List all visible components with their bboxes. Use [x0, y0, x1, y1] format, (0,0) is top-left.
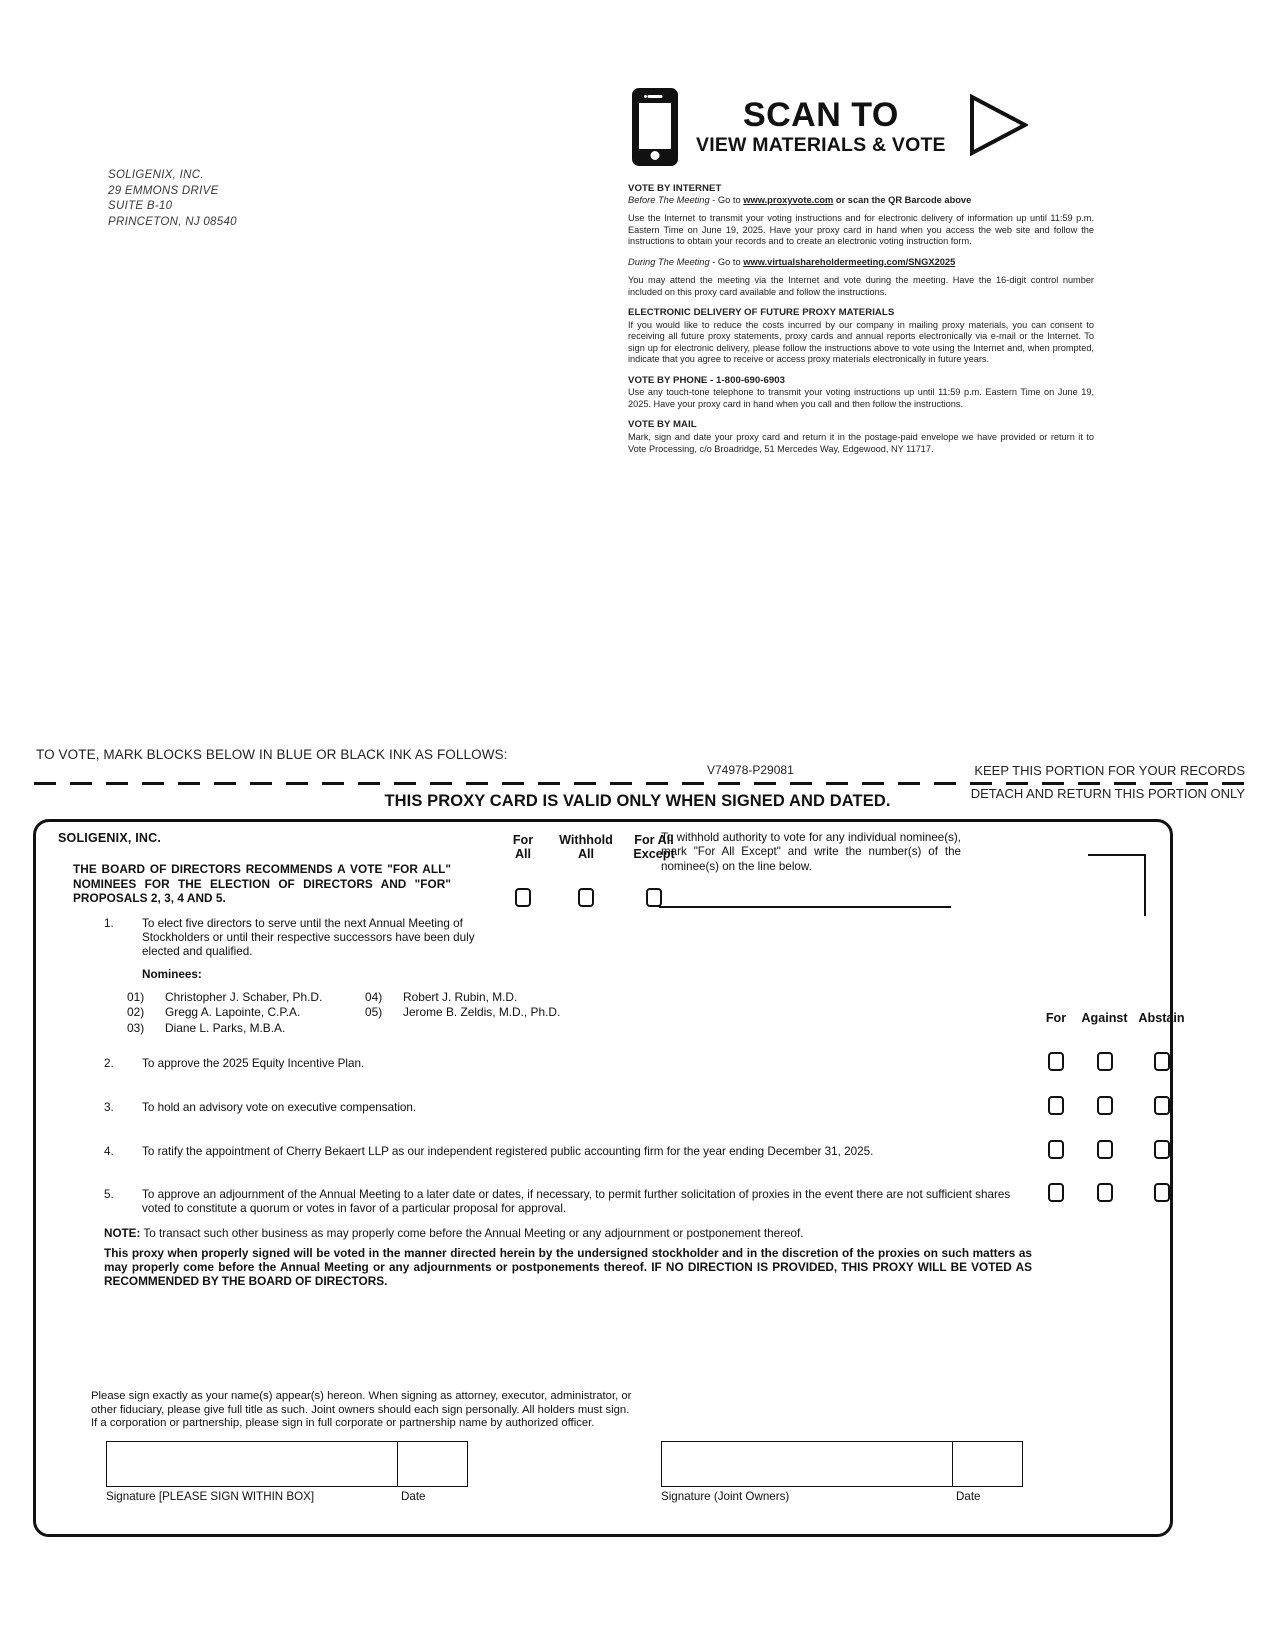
nominee-exception-writein-line[interactable] — [659, 906, 951, 908]
before-meeting-line — [628, 195, 1094, 207]
nominee-row — [127, 1021, 560, 1036]
date-input-primary[interactable] — [397, 1441, 468, 1487]
virtual-meeting-link[interactable]: www.virtualshareholdermeeting.com/SNGX2025 — [743, 256, 956, 267]
electronic-delivery-text: If you would like to reduce the costs incurred by our company in mailing proxy materials, you can consent to receiving all future proxy statements, proxy cards and annual reports electronically via e-mail or the Internet. To sign up for electronic delivery, please follow the instructions above to vote using the Internet and, when prompted, indicate that you agree to receive or access proxy materials electronically in future years. — [628, 319, 1094, 365]
scan-to-vote-banner — [632, 88, 1028, 166]
address-line: SUITE B-10 — [108, 200, 173, 212]
checkbox-against-proposal-3[interactable] — [1097, 1096, 1113, 1115]
checkbox-against-proposal-2[interactable] — [1097, 1052, 1113, 1071]
during-meeting-connector: - Go to — [709, 256, 744, 267]
vote-by-mail-heading: VOTE BY MAIL — [628, 419, 697, 431]
nominee-name: Diane L. Parks, M.B.A. — [165, 1020, 286, 1035]
checkbox-for-proposal-5[interactable] — [1048, 1183, 1064, 1202]
checkbox-abstain-proposal-5[interactable] — [1154, 1183, 1170, 1202]
smartphone-icon — [632, 88, 678, 166]
nominee-number: 01) — [127, 990, 145, 1004]
proposal-text-3: To hold an advisory vote on executive compensation. — [142, 1101, 417, 1114]
electronic-delivery-heading: ELECTRONIC DELIVERY OF FUTURE PROXY MATERIALS — [628, 307, 895, 319]
col-head-withhold-top: Withhold — [559, 833, 613, 847]
corner-alignment-mark — [1088, 854, 1146, 916]
col-head-withhold-bottom: All — [577, 847, 595, 861]
vote-column-headers — [1036, 1011, 1190, 1025]
col-head-for-all-top: For — [512, 833, 534, 847]
note-label: NOTE: — [104, 1227, 141, 1240]
note-text: To transact such other business as may properly come before the Annual Meeting or any adjournment or postponement thereof. — [140, 1227, 804, 1240]
vote-checkboxes-proposal-3 — [1036, 1096, 1190, 1115]
proxy-valid-notice: THIS PROXY CARD IS VALID ONLY WHEN SIGNED AND DATED. — [384, 792, 891, 810]
proposal-number-1: 1. — [104, 917, 114, 930]
col-head-for-all — [494, 833, 552, 861]
col-head-for: For — [1045, 1011, 1067, 1025]
before-meeting-label: Before The Meeting — [628, 194, 710, 205]
during-meeting-line — [628, 257, 1094, 269]
signature-label-joint: Signature (Joint Owners) — [661, 1490, 790, 1503]
date-input-joint[interactable] — [952, 1441, 1023, 1487]
scan-banner-text — [696, 98, 946, 156]
proposal-text-4: To ratify the appointment of Cherry Bekaert LLP as our independent registered public accounting firm for the year ending December 31, 2025. — [142, 1145, 874, 1158]
phone-instructions-text: Use any touch-tone telephone to transmit your voting instructions up until 11:59 p.m. Eastern Time on June 19, 2025. Have your proxy card in hand when you call and then follow the instructions. — [628, 387, 1094, 409]
checkbox-abstain-proposal-2[interactable] — [1154, 1052, 1170, 1071]
date-label-primary: Date — [401, 1490, 426, 1503]
internet-instructions-text: Use the Internet to transmit your voting instructions and for electronic delivery of information up until 11:59 p.m. Eastern Time on June 19, 2025. Have your proxy card in hand when you access the web site and follow the instructions to obtain your records and to create an electronic voting instruction form. — [628, 213, 1094, 247]
checkbox-abstain-proposal-3[interactable] — [1154, 1096, 1170, 1115]
checkbox-abstain-proposal-4[interactable] — [1154, 1140, 1170, 1159]
nominee-name: Gregg A. Lapointe, C.P.A. — [165, 1005, 301, 1020]
address-line: SOLIGENIX, INC. — [108, 169, 204, 181]
director-vote-column-headers — [494, 833, 688, 861]
nominee-name: Christopher J. Schaber, Ph.D. — [165, 990, 323, 1004]
withhold-authority-note: To withhold authority to vote for any individual nominee(s), mark "For All Except" and write the number(s) of the nominee(s) on the line below. — [661, 831, 961, 873]
checkbox-for-proposal-3[interactable] — [1048, 1096, 1064, 1115]
during-meeting-text: You may attend the meeting via the Internet and vote during the meeting. Have the 16-digit control number included on this proxy card available and follow the instructions. — [628, 275, 1094, 297]
col-head-for-all-bottom: All — [514, 847, 532, 861]
col-head-abstain: Abstain — [1138, 1011, 1185, 1025]
nominee-row — [127, 990, 560, 1005]
scan-headline: SCAN TO — [742, 96, 899, 135]
proposal-number-4: 4. — [104, 1145, 114, 1158]
address-line: 29 EMMONS DRIVE — [108, 184, 219, 197]
play-triangle-icon — [968, 94, 1028, 161]
proposal-number-3: 3. — [104, 1101, 114, 1114]
proxyvote-link[interactable]: www.proxyvote.com — [743, 194, 834, 205]
nominees-list — [127, 990, 560, 1036]
proxy-direction-statement: This proxy when properly signed will be voted in the manner directed herein by the undersigned stockholder and in the discretion of the proxies on such matters as may properly come before the Annual Meeting or any adjournments or postponements thereof. IF NO DIRECTION IS PROVIDED, THIS PROXY WILL BE VOTED AS RECOMMENDED BY THE BOARD OF DIRECTORS. — [104, 1246, 1032, 1289]
signature-input-joint[interactable] — [661, 1441, 954, 1487]
checkbox-for-all[interactable] — [515, 888, 531, 907]
scan-subline: VIEW MATERIALS & VOTE — [696, 134, 946, 157]
date-label-joint: Date — [956, 1490, 981, 1503]
col-head-withhold-all — [552, 833, 620, 861]
nominee-name: Jerome B. Zeldis, M.D., Ph.D. — [403, 1005, 561, 1020]
mailing-address-block — [108, 168, 237, 230]
checkbox-against-proposal-5[interactable] — [1097, 1183, 1113, 1202]
checkbox-for-proposal-2[interactable] — [1048, 1052, 1064, 1071]
nominee-row — [127, 1005, 560, 1020]
to-vote-instruction-line: TO VOTE, MARK BLOCKS BELOW IN BLUE OR BLACK INK AS FOLLOWS: — [36, 747, 508, 762]
col-head-except-bottom: Except — [633, 847, 675, 861]
note-row — [104, 1227, 1034, 1241]
nominee-name: Robert J. Rubin, M.D. — [403, 990, 518, 1004]
detach-portion-label: DETACH AND RETURN THIS PORTION ONLY — [970, 786, 1245, 801]
vote-instructions-block — [628, 183, 1094, 455]
perforation-dashed-line — [34, 782, 1245, 785]
keep-portion-label: KEEP THIS PORTION FOR YOUR RECORDS — [974, 763, 1245, 778]
vote-by-phone-heading: VOTE BY PHONE - 1-800-690-6903 — [628, 374, 786, 386]
signature-block-primary — [106, 1441, 468, 1505]
nominee-number: 03) — [127, 1020, 145, 1035]
nominee-number: 02) — [127, 1005, 145, 1020]
checkbox-against-proposal-4[interactable] — [1097, 1140, 1113, 1159]
col-head-against: Against — [1081, 1011, 1128, 1025]
signature-label-primary: Signature [PLEASE SIGN WITHIN BOX] — [106, 1490, 315, 1503]
proposal-text-2: To approve the 2025 Equity Incentive Plan. — [142, 1057, 365, 1070]
signature-input-primary[interactable] — [106, 1441, 399, 1487]
address-line: PRINCETON, NJ 08540 — [108, 215, 237, 228]
proposal-text-1: To elect five directors to serve until the next Annual Meeting of Stockholders or until their respective successors have been duly elected and qualified. — [142, 917, 475, 958]
checkbox-withhold-all[interactable] — [578, 888, 594, 907]
nominee-number: 05) — [365, 1005, 383, 1020]
card-company-name: SOLIGENIX, INC. — [58, 831, 162, 845]
voting-instructions-section — [0, 0, 1275, 735]
signature-block-joint — [661, 1441, 1023, 1505]
director-vote-checkboxes — [494, 888, 688, 907]
board-recommendation-text: THE BOARD OF DIRECTORS RECOMMENDS A VOTE "FOR ALL" NOMINEES FOR THE ELECTION OF DIRECTORS AND "FOR" PROPOSALS 2, 3, 4 AND 5. — [73, 862, 451, 905]
vote-checkboxes-proposal-5 — [1036, 1183, 1190, 1202]
checkbox-for-proposal-4[interactable] — [1048, 1140, 1064, 1159]
vote-checkboxes-proposal-2 — [1036, 1052, 1190, 1071]
nominees-label: Nominees: — [142, 968, 202, 981]
proposal-number-5: 5. — [104, 1188, 114, 1201]
nominee-number: 04) — [365, 990, 383, 1004]
checkbox-for-all-except[interactable] — [646, 888, 662, 907]
vote-checkboxes-proposal-4 — [1036, 1140, 1190, 1159]
mail-instructions-text: Mark, sign and date your proxy card and return it in the postage-paid envelope we have provided or return it to Vote Processing, c/o Broadridge, 51 Mercedes Way, Edgewood, NY 11717. — [628, 432, 1094, 454]
vote-by-internet-heading: VOTE BY INTERNET — [628, 183, 722, 194]
before-meeting-connector: - Go to — [709, 194, 744, 205]
signature-instructions: Please sign exactly as your name(s) appear(s) hereon. When signing as attorney, executor, administrator, or other fiduciary, please give full title as such. Joint owners should each sign personally. All holders must sign. If a corporation or partnership, please sign in full corporate or partnership name by authorized officer. — [91, 1390, 632, 1430]
before-meeting-tail: or scan the QR Barcode above — [833, 194, 972, 205]
proxy-card — [33, 819, 1185, 1537]
proposal-number-2: 2. — [104, 1057, 114, 1070]
control-number: V74978-P29081 — [707, 763, 794, 777]
proposal-text-5: To approve an adjournment of the Annual Meeting to a later date or dates, if necessary, to permit further solicitation of proxies in the event there are not sufficient shares voted to constitute a quorum or votes in favor of a particular proposal for approval. — [142, 1188, 1011, 1215]
col-head-except-top: For All — [634, 833, 674, 847]
during-meeting-label: During The Meeting — [628, 256, 710, 267]
